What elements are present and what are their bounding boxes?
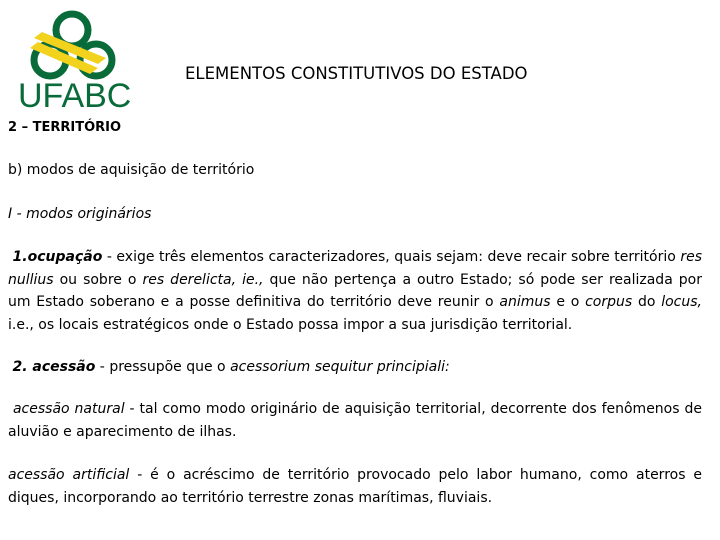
term-acessao: 2. acessão — [12, 359, 96, 375]
term-acessao-artificial: acessão artificial — [8, 467, 130, 483]
text: - é o acréscimo de território provocado pelo labor humano, como aterros e diques, incorporando ao território terrestre zonas marítimas, fluviais. — [8, 467, 702, 506]
subheading: b) modos de aquisição de território — [8, 162, 255, 178]
text: que não pertença a outro Estado; só pode ser realizada por um Estado soberano e a posse definitiva do território deve reunir o — [8, 271, 702, 310]
text: pressupõe que o — [109, 359, 231, 375]
paragraph-acessao-natural — [8, 398, 702, 443]
italic-text: locus, — [661, 294, 702, 310]
text: e o — [550, 294, 586, 310]
text: do — [632, 294, 662, 310]
logo-text: UFABC — [18, 77, 132, 115]
paragraph-acessao-artificial — [8, 464, 702, 509]
italic-text: res nullius — [8, 249, 703, 288]
italic-text: corpus — [585, 294, 633, 310]
text: - tal como modo originário de aquisição territorial, decorrente dos fenômenos de aluvião e aparecimento de ilhas. — [8, 401, 702, 440]
italic-text: acessorium sequitur principiali: — [230, 359, 450, 375]
page-title: ELEMENTOS CONSTITUTIVOS DO ESTADO — [185, 64, 528, 83]
subsubheading — [8, 206, 151, 222]
term-acessao-natural: acessão natural — [12, 401, 125, 417]
subsubheading-text: I - modos originários — [8, 206, 152, 222]
term-ocupacao: 1.ocupação — [12, 249, 103, 265]
text: i.e., os locais estratégicos onde o Estado possa impor a sua jurisdição territorial. — [8, 316, 573, 333]
italic-text: res derelicta, ie., — [142, 271, 264, 288]
text: ou sobre o — [53, 271, 143, 288]
separator: - — [95, 359, 110, 375]
paragraph-acessao — [8, 356, 702, 379]
paragraph-ocupacao — [8, 246, 702, 336]
separator: - — [102, 249, 117, 265]
italic-text: animus — [499, 294, 551, 310]
section-heading: 2 – TERRITÓRIO — [8, 120, 122, 135]
text: exige três elementos caracterizadores, quais sejam: deve recair sobre território — [116, 249, 681, 265]
